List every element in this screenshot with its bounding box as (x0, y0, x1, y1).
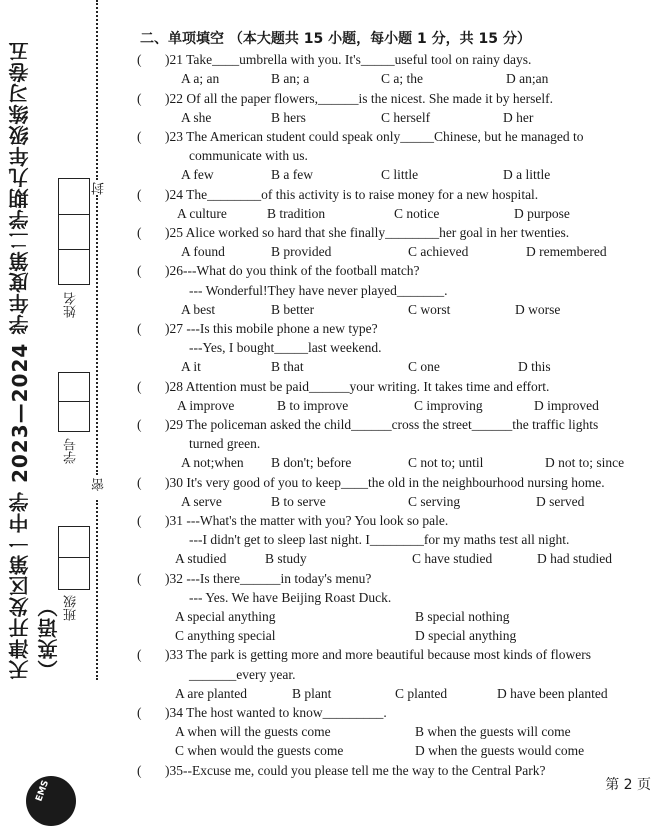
question-stem: ( )25 Alice worked so hard that she finally________her goal in her twenties. (137, 223, 657, 242)
answer-option[interactable]: C a; the (381, 71, 423, 87)
question-stem: ( )34 The host wanted to know_________. (137, 703, 657, 722)
answer-option[interactable]: A improve (177, 397, 235, 413)
answer-options (137, 357, 657, 376)
question-stem-continued: _______every year. (189, 666, 296, 682)
answer-option[interactable]: C have studied (412, 551, 493, 567)
answer-option[interactable]: D purpose (514, 205, 570, 221)
question-stem-continued: communicate with us. (189, 148, 308, 164)
answer-option[interactable]: C herself (381, 109, 431, 125)
answer-option[interactable]: A studied (175, 551, 227, 567)
answer-option[interactable]: A a; an (181, 71, 220, 87)
answer-options (137, 204, 657, 223)
answer-option[interactable]: B a few (271, 167, 313, 183)
question-stem: ( )30 It's very good of you to keep____the old in the neighbourhood nursing home. (137, 473, 657, 492)
answer-options (137, 492, 657, 511)
answer-option[interactable]: A are planted (175, 685, 247, 701)
answer-option[interactable]: B don't; before (271, 455, 352, 471)
answer-option[interactable]: C achieved (408, 244, 469, 260)
question-stem: ( )23 The American student could speak only_____Chinese, but he managed to (137, 127, 657, 146)
answer-option[interactable]: C little (381, 167, 419, 183)
question-stem: ( )35--Excuse me, could you please tell me the way to the Central Park? (137, 761, 657, 780)
answer-option[interactable]: D when the guests would come (415, 743, 585, 759)
answer-option[interactable]: D special anything (415, 628, 517, 644)
answer-option[interactable]: D worse (515, 301, 561, 317)
question-item (137, 50, 657, 88)
answer-option[interactable]: B when the guests will come (415, 724, 571, 740)
question-item (137, 377, 657, 415)
answer-bracket[interactable]: ( (137, 416, 142, 432)
answer-option[interactable]: D had studied (537, 551, 612, 567)
answer-option[interactable]: B an; a (271, 71, 310, 87)
answer-bracket[interactable]: ( (137, 128, 142, 144)
question-stem-continued: ---Yes, I bought_____last weekend. (189, 340, 382, 356)
page-number: 第 2 页 (605, 777, 651, 793)
question-item (137, 473, 657, 511)
answer-option[interactable]: C planted (395, 685, 448, 701)
seal-dotted-line (96, 500, 98, 680)
class-field[interactable] (58, 526, 90, 590)
answer-option[interactable]: C improving (414, 397, 483, 413)
answer-options (137, 453, 657, 472)
answer-option[interactable]: C serving (408, 493, 461, 509)
question-item (137, 645, 657, 703)
answer-option[interactable]: D improved (534, 397, 599, 413)
question-stem-continued: --- Wonderful!They have never played_______. (189, 282, 448, 298)
question-stem: ( )21 Take____umbrella with you. It's_____useful tool on rainy days. (137, 50, 657, 69)
answer-bracket[interactable]: ( (137, 90, 142, 106)
answer-option[interactable]: B hers (271, 109, 306, 125)
answer-option[interactable]: D remembered (526, 244, 607, 260)
answer-option[interactable]: A it (181, 359, 201, 375)
question-item (137, 511, 657, 569)
seal-dotted-line (96, 0, 98, 180)
question-item (137, 223, 657, 261)
answer-bracket[interactable]: ( (137, 263, 142, 279)
question-item (137, 89, 657, 127)
answer-option[interactable]: D her (503, 109, 534, 125)
answer-option[interactable]: B provided (271, 244, 332, 260)
answer-option[interactable]: A best (181, 301, 216, 317)
question-stem: ( )31 ---What's the matter with you? You look so pale. (137, 511, 657, 530)
answer-option[interactable]: D an;an (506, 71, 549, 87)
question-stem: ( )29 The policeman asked the child______cross the street______the traffic lights (137, 415, 657, 434)
exam-title: 天津开发区第一中学 2023—2024 学年度第二学期九年级练习卷五（英语） (8, 40, 61, 680)
answer-options (137, 242, 657, 261)
question-stem-continued: turned green. (189, 436, 261, 452)
answer-bracket[interactable]: ( (137, 647, 142, 663)
answer-option[interactable]: A when will the guests come (175, 724, 331, 740)
answer-option[interactable]: A she (181, 109, 212, 125)
answer-bracket[interactable]: ( (137, 704, 142, 720)
answer-option[interactable]: B better (271, 301, 315, 317)
answer-bracket[interactable]: ( (137, 762, 142, 778)
answer-option[interactable]: B special nothing (415, 608, 510, 624)
answer-options (137, 396, 657, 415)
answer-options (137, 165, 657, 184)
question-stem: ( )24 The________of this activity is to raise money for a new hospital. (137, 185, 657, 204)
answer-option[interactable]: B tradition (267, 205, 326, 221)
question-item (137, 127, 657, 185)
question-item (137, 415, 657, 473)
answer-option[interactable]: B to improve (277, 397, 349, 413)
answer-option[interactable]: D a little (503, 167, 551, 183)
answer-option[interactable]: D have been planted (497, 685, 608, 701)
question-stem: ( )26---What do you think of the football match? (137, 261, 657, 280)
answer-option[interactable]: B study (265, 551, 307, 567)
question-stem-continued: --- Yes. We have Beijing Roast Duck. (189, 589, 392, 605)
seal-char-mi: 密 (92, 478, 107, 491)
answer-options (137, 607, 655, 645)
answer-option[interactable]: D this (518, 359, 551, 375)
answer-options (137, 300, 657, 319)
answer-options (137, 108, 657, 127)
question-stem: ( )33 The park is getting more and more beautiful because most kinds of flowers (137, 645, 657, 664)
answer-option[interactable]: B plant (292, 685, 332, 701)
question-item (137, 761, 657, 780)
answer-option[interactable]: A not;when (181, 455, 244, 471)
question-item (137, 319, 657, 377)
question-item (137, 261, 657, 319)
answer-option[interactable]: B to serve (271, 493, 326, 509)
answer-bracket[interactable]: ( (137, 378, 142, 394)
answer-option[interactable]: C notice (394, 205, 440, 221)
answer-option[interactable]: A culture (177, 205, 227, 221)
question-stem: ( )27 ---Is this mobile phone a new type? (137, 319, 657, 338)
question-area (137, 30, 657, 780)
answer-option[interactable]: A found (181, 244, 225, 260)
answer-bracket[interactable]: ( (137, 570, 142, 586)
question-stem: ( )32 ---Is there______in today's menu? (137, 569, 657, 588)
seal-dotted-line (96, 195, 98, 475)
answer-option[interactable]: C anything special (175, 628, 276, 644)
class-label: 班级 (64, 595, 79, 621)
section-heading: 二、单项填空 （本大题共 15 小题，每小题 1 分，共 15 分） (140, 31, 531, 47)
binding-margin (0, 0, 108, 810)
question-stem: ( )28 Attention must be paid______your writing. It takes time and effort. (137, 377, 657, 396)
answer-bracket[interactable]: ( (137, 224, 142, 240)
answer-bracket[interactable]: ( (137, 474, 142, 490)
student-id-label: 学号 (64, 438, 79, 464)
answer-option[interactable]: C not to; until (408, 455, 484, 471)
answer-options (137, 69, 657, 88)
student-id-field[interactable] (58, 372, 90, 432)
answer-option[interactable]: C when would the guests come (175, 743, 344, 759)
answer-options (137, 722, 655, 760)
answer-bracket[interactable]: ( (137, 52, 142, 68)
answer-option[interactable]: A special anything (175, 608, 276, 624)
question-list (137, 50, 657, 780)
question-stem-continued: ---I didn't get to sleep last night. I________for my maths test all night. (189, 532, 570, 548)
answer-options (137, 549, 657, 568)
answer-bracket[interactable]: ( (137, 320, 142, 336)
name-field[interactable] (58, 178, 90, 285)
answer-option[interactable]: C worst (408, 301, 451, 317)
answer-bracket[interactable]: ( (137, 512, 142, 528)
seal-char-feng: 封 (92, 182, 107, 195)
question-stem: ( )22 Of all the paper flowers,______is the nicest. She made it by herself. (137, 89, 657, 108)
answer-option[interactable]: D not to; since (545, 455, 625, 471)
answer-option[interactable]: B that (271, 359, 304, 375)
school-logo: EMS (26, 776, 76, 826)
answer-option[interactable]: D served (536, 493, 585, 509)
name-label: 姓名 (64, 292, 79, 318)
answer-option[interactable]: A serve (181, 493, 222, 509)
answer-option[interactable]: A few (181, 167, 214, 183)
question-item (137, 185, 657, 223)
answer-options (137, 684, 657, 703)
question-item (137, 569, 657, 646)
answer-option[interactable]: C one (408, 359, 440, 375)
answer-bracket[interactable]: ( (137, 186, 142, 202)
question-item (137, 703, 657, 761)
